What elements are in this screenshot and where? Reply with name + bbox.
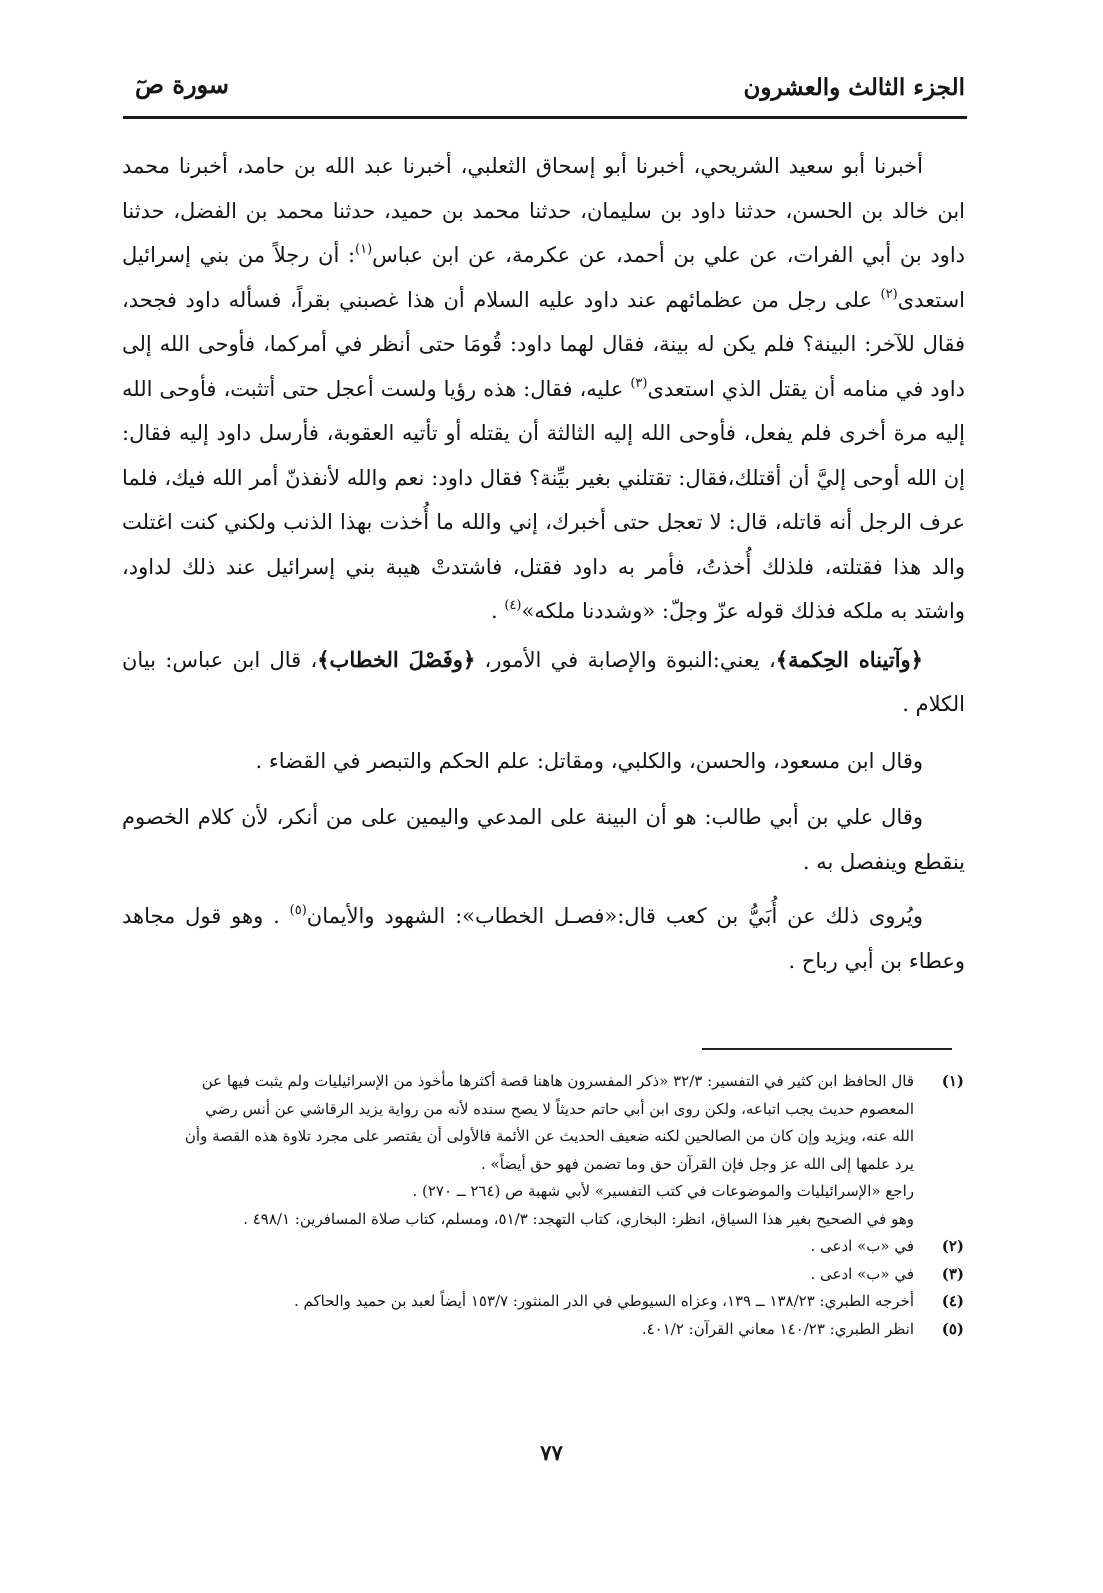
footnote-number: (٢) [941, 1237, 964, 1255]
quran-quote: ﴿وفَصْلَ الخطاب﴾ [317, 646, 476, 672]
footnote-ref: (٤) [504, 598, 522, 613]
paragraph-ibn-masud: وقال ابن مسعود، والحسن، والكلبي، ومقاتل: علم الحكم والتبصر في القضاء . [255, 748, 923, 773]
page-header [125, 66, 965, 110]
footnote-1 [118, 1068, 964, 1178]
footnote-line: الله عنه، ويزيد وإن كان من الصالحين لكنه ضعيف الحديث عن الأئمة فالأولى أن يقتصر على مجرد تلاوة هذه القصة وأن [184, 1127, 914, 1145]
footnote-ref: (٢) [880, 286, 898, 302]
surah-name: سورة صٓ [135, 70, 230, 99]
paragraph-wisdom [122, 638, 965, 727]
page-number: ٧٧ [540, 1440, 563, 1465]
footnote-line: المعصوم حديث يجب اتباعه، ولكن روى ابن أبي حاتم حديثاً لا يصح سنده لأنه من رواية يزيد الرقاشي عن أنس رضي [205, 1099, 914, 1118]
footnote-number: (٣) [941, 1264, 964, 1283]
footnote-number: (٤) [941, 1292, 964, 1310]
footnote-line: في «ب» ادعى . [810, 1237, 914, 1255]
footnote-1-sahih [118, 1206, 964, 1234]
text-span: عليه، فقال: هذه رؤيا ولست أعجل حتى أتثبت، فأوحى الله إليه مرة أخرى فلم يفعل، فأوحى الله إليه الثالثة أن يقتله أو تأتيه العقوبة، فأرسل داود إليه فقال: إن الله أوحى إليَّ أن أقتلك،فقال: تقتلني بغير بيِّنة؟ فقال داود: نعم والله لأنفذنّ أمر الله فيك، فلما عرف الرجل أنه قاتله، قال: لا تعجل حتى أخبرك، إني والله ما أُخذت بهذا الذنب ولكني كنت اغتلت والد هذا فقتلته، فلذلك أُخذتُ، فأمر به داود فقتل، فاشتدتْ هيبة بني إسرائيل عند ذلك لداود، واشتد به ملكه فذلك قوله عزّ وجلّ: «وشددنا ملكه» [122, 376, 965, 623]
text-span: ويُروى ذلك عن أُبَيُّ بن كعب قال:«فصـل الخطاب»: الشهود والأيمان [306, 904, 923, 928]
footnote-line: أخرجه الطبري: ١٣٨/٢٣ ــ ١٣٩، وعزاه السيوطي في الدر المنثور: ١٥٣/٧ أيضاً لعبد بن حميد والحاكم . [294, 1292, 914, 1310]
footnote-line: راجع «الإسرائيليات والموضوعات في كتب التفسير» لأبي شهبة ص (٢٦٤ ــ ٢٧٠) . [412, 1182, 914, 1200]
footnote-line: في «ب» ادعى . [810, 1264, 914, 1283]
footnote-line: انظر الطبري: ١٤٠/٢٣ معاني القرآن: ٤٠١/٢. [641, 1319, 914, 1338]
footnote-line: قال الحافظ ابن كثير في التفسير: ٣٢/٣ «ذكر المفسرون هاهنا قصة أكثرها مأخوذ من الإسرائيليات ولم يثبت فيها عن [201, 1072, 914, 1090]
footnotes [118, 1068, 964, 1343]
footnote-line: وهو في الصحيح بغير هذا السياق، انظر: البخاري، كتاب التهجد: ٥١/٣، ومسلم، كتاب صلاة المسافرين: ٤٩٨/١ . [243, 1209, 914, 1228]
running-title: الجزء الثالث والعشرون [743, 74, 965, 101]
text-span: . [490, 599, 505, 623]
paragraph-ali: وقال علي بن أبي طالب: هو أن البينة على المدعي واليمين على من أنكر، لأن كلام الخصوم ينقطع وينفصل به . [122, 805, 965, 874]
footnote-ref: (١) [355, 242, 373, 257]
footnote-2 [118, 1233, 964, 1261]
footnote-ref: (٣) [630, 375, 648, 391]
text-span: ، قال ابن عباس: بيان الكلام . [122, 647, 965, 716]
footnote-number: (١) [941, 1072, 964, 1090]
paragraph-narration [122, 144, 965, 634]
quran-quote: ﴿وآتيناه الحِكمة﴾ [775, 646, 923, 672]
paragraph-ubayy [122, 894, 965, 983]
footnote-1-reference [118, 1178, 964, 1206]
text-span: : أن رجلاً من بني إسرائيل استعدى [122, 243, 965, 312]
header-rule [123, 116, 967, 119]
footnote-5 [118, 1316, 964, 1344]
footnote-4 [118, 1288, 964, 1316]
text-span: ، يعني:النبوة والإصابة في الأمور، [475, 647, 776, 672]
text-span: على رجل من عظمائهم عند داود عليه السلام أن هذا غصبني بقراً، فسأله داود فجحد، فقال للآخر: البينة؟ فلم يكن له بينة، فقال لهما داود: قُومَا حتى أنظر في أمركما، فأوحى الله إلى داود في منامه أن يقتل الذي استعدى [122, 287, 965, 401]
footnote-line: يرد علمها إلى الله عز وجل فإن القرآن حق وما تضمن فهو حق أيضاً» . [481, 1154, 914, 1173]
text-span: . وهو قول مجاهد وعطاء بن أبي رباح . [122, 904, 965, 973]
text-span: أخبرنا أبو سعيد الشريحي، أخبرنا أبو إسحاق الثعلبي، أخبرنا عبد الله بن حامد، أخبرنا محمد ابن خالد بن الحسن، حدثنا داود بن سليمان، حدثنا محمد بن حميد، حدثنا محمد بن الفضل، حدثنا داود بن أبي الفرات، عن علي بن أحمد، عن عكرمة، عن ابن عباس [122, 154, 966, 267]
footnote-rule [702, 1048, 952, 1050]
footnote-ref: (٥) [289, 903, 307, 918]
main-text [122, 144, 965, 989]
footnote-3 [118, 1261, 964, 1289]
footnote-number: (٥) [941, 1319, 964, 1338]
